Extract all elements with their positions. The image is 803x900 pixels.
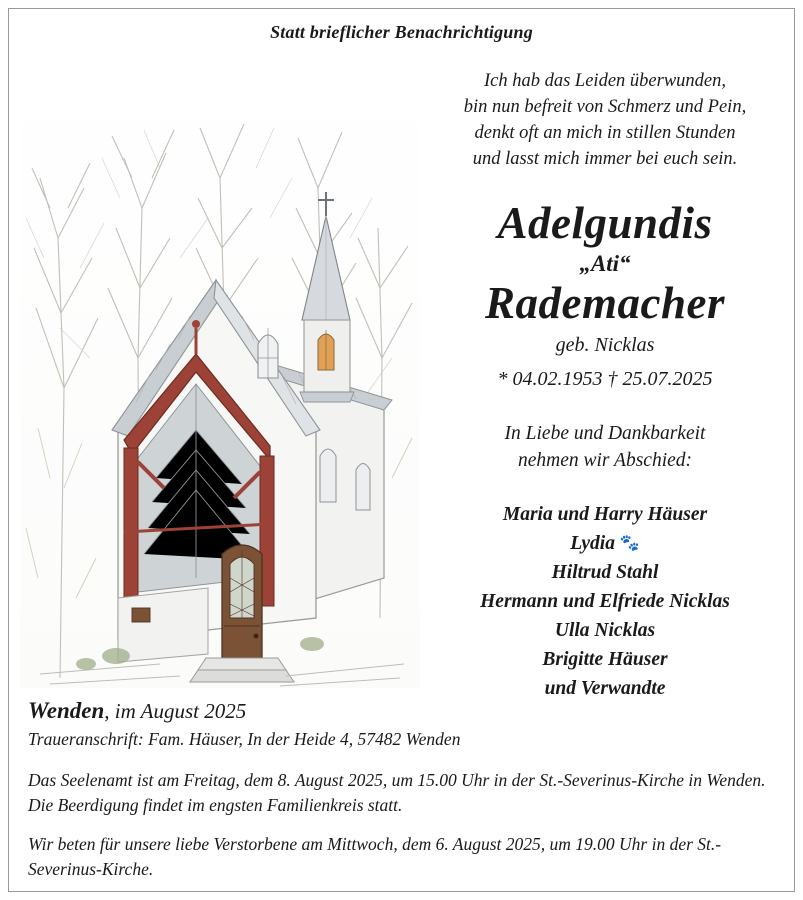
mourners-list — [420, 500, 790, 703]
poem-line-1: Ich hab das Leiden überwunden, — [483, 71, 726, 91]
list-item: Hermann und Elfriede Nicklas — [480, 591, 730, 612]
poem-line-4: und lasst mich immer bei euch sein. — [472, 149, 738, 169]
list-item: Ulla Nicklas — [554, 620, 656, 641]
deceased-dates: * 04.02.1953 † 25.07.2025 — [497, 368, 713, 390]
deceased-last-name: Rademacher — [485, 278, 725, 328]
place-date: , im August 2025 — [104, 699, 247, 723]
poem-line-2: bin nun befreit von Schmerz und Pein, — [463, 97, 747, 117]
list-item: Hiltrud Stahl — [551, 562, 659, 583]
farewell-line-2: nehmen wir Abschied: — [517, 450, 693, 471]
farewell-line-1: In Liebe und Dankbarkeit — [504, 423, 706, 444]
notice-heading: Statt brieflicher Benachrichtigung — [270, 22, 533, 42]
poem-block — [420, 68, 790, 172]
place-and-date — [28, 698, 246, 724]
mourning-address: Traueranschrift: Fam. Häuser, In der Heide 4, 57482 Wenden — [28, 729, 461, 749]
poem-line-3: denkt oft an mich in stillen Stunden — [474, 123, 736, 143]
mourner-name: Lydia — [570, 533, 615, 554]
chapel-illustration — [20, 58, 420, 688]
service-notes — [28, 768, 773, 896]
chapel-sketch-svg — [20, 58, 420, 688]
deceased-maiden-name: geb. Nicklas — [555, 334, 655, 356]
list-item: Brigitte Häuser — [542, 649, 668, 670]
place-city: Wenden — [28, 698, 105, 723]
farewell-block — [420, 420, 790, 474]
prayer-note: Wir beten für unsere liebe Verstorbene am Mittwoch, dem 6. August 2025, um 19.00 Uhr in der St.-Severinus-Kirche. — [28, 834, 722, 879]
list-item: Maria und Harry Häuser — [502, 504, 708, 525]
deceased-nickname: „Ati“ — [579, 251, 631, 276]
paw-print-icon: 🐾 — [619, 535, 640, 552]
list-item: und Verwandte — [544, 678, 666, 699]
deceased-first-name: Adelgundis — [497, 198, 713, 248]
list-item — [420, 529, 790, 558]
requiem-note: Das Seelenamt ist am Freitag, dem 8. August 2025, um 15.00 Uhr in der St.-Severinus-Kirche in Wenden. Die Beerdigung findet im engsten Familienkreis statt. — [28, 770, 766, 815]
obituary-text-column — [420, 68, 790, 703]
